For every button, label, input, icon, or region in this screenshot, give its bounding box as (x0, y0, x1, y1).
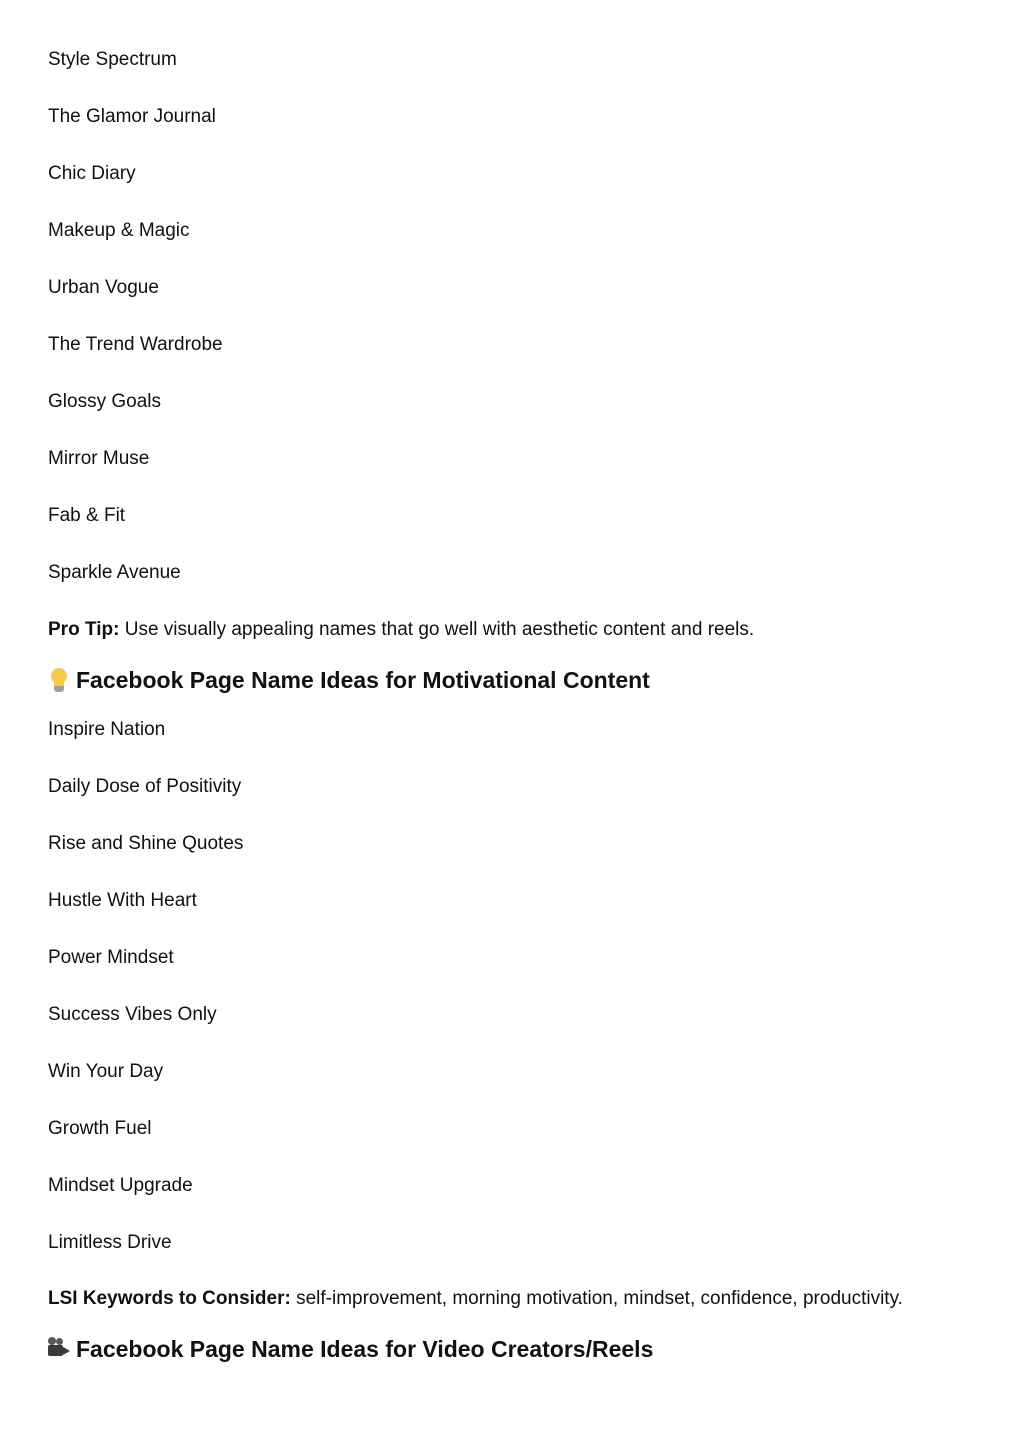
list-item: Power Mindset (48, 947, 174, 968)
list-item: Success Vibes Only (48, 1004, 217, 1025)
section-title: Facebook Page Name Ideas for Video Creators/Reels (76, 1336, 654, 1362)
section-heading-motivational (48, 665, 650, 695)
pro-tip-paragraph (48, 618, 754, 642)
section-heading-video (48, 1334, 653, 1364)
lsi-keywords-text: self-improvement, morning motivation, mindset, confidence, productivity. (290, 1288, 903, 1309)
list-item: Inspire Nation (48, 719, 166, 740)
list-item: The Glamor Journal (48, 106, 216, 127)
list-item: Style Spectrum (48, 49, 177, 70)
lsi-keywords-label: LSI Keywords to Consider: (48, 1288, 291, 1309)
pro-tip-text: Use visually appealing names that go well with aesthetic content and reels. (119, 619, 755, 640)
list-item: The Trend Wardrobe (48, 334, 223, 355)
list-item: Sparkle Avenue (48, 562, 181, 583)
list-item: Hustle With Heart (48, 890, 197, 911)
lsi-keywords-paragraph (48, 1287, 903, 1311)
list-item: Glossy Goals (48, 391, 161, 412)
list-item: Mindset Upgrade (48, 1175, 193, 1196)
list-item: Rise and Shine Quotes (48, 833, 244, 854)
list-item: Daily Dose of Positivity (48, 776, 242, 797)
list-item: Growth Fuel (48, 1118, 152, 1139)
list-item: Urban Vogue (48, 277, 159, 298)
pro-tip-label: Pro Tip: (48, 619, 120, 640)
list-item: Makeup & Magic (48, 220, 190, 241)
list-item: Limitless Drive (48, 1232, 172, 1253)
section-title: Facebook Page Name Ideas for Motivational Content (76, 667, 650, 693)
list-item: Mirror Muse (48, 448, 150, 469)
lightbulb-icon (48, 667, 70, 693)
list-item: Chic Diary (48, 163, 136, 184)
list-item: Win Your Day (48, 1061, 164, 1082)
movie-camera-icon (48, 1336, 70, 1362)
list-item: Fab & Fit (48, 505, 126, 526)
